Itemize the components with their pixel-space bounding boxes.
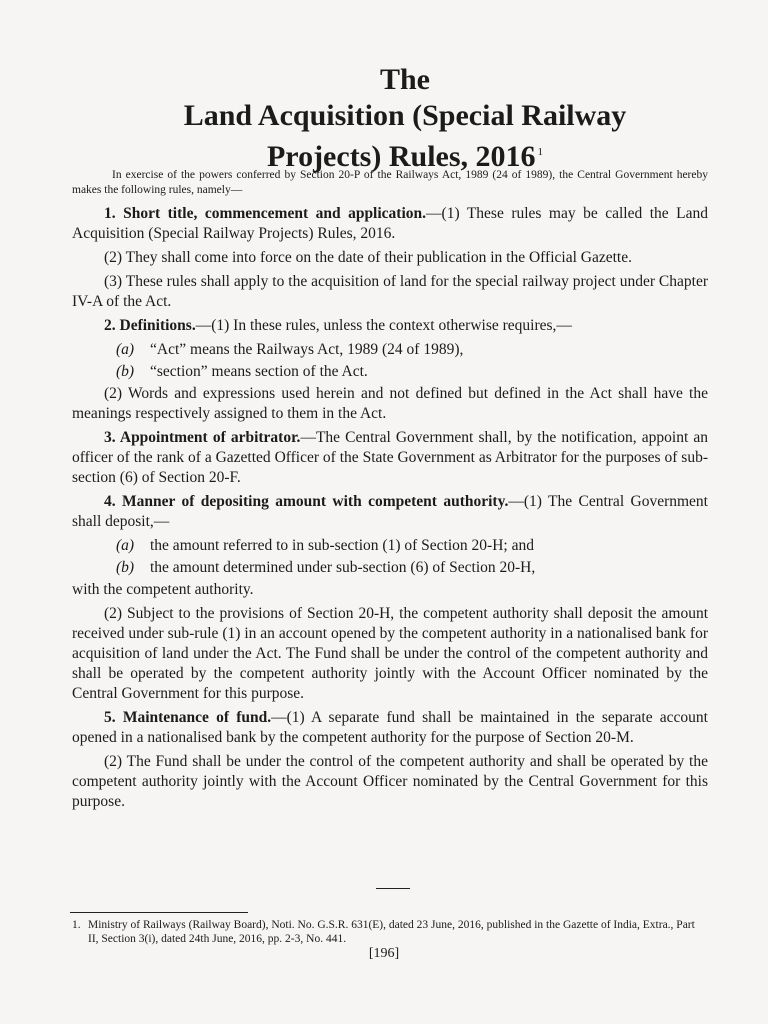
rule-4-heading: 4. Manner of depositing amount with competent authority.	[104, 493, 509, 510]
clause-text: the amount determined under sub-section (6) of Section 20-H,	[150, 559, 536, 576]
rule-1-text: —(1) These rules may be called the Land Acquisition (Special Railway Projects) Rules, 2016.	[72, 205, 708, 242]
rule-2-heading: 2. Definitions.	[104, 317, 196, 334]
rule-4-paragraph-1	[72, 492, 708, 532]
rule-4-clause-a	[72, 536, 708, 556]
section-end-divider	[376, 888, 410, 889]
clause-label: (a)	[116, 341, 135, 358]
rule-3-heading: 3. Appointment of arbitrator.	[104, 429, 301, 446]
rule-2-paragraph-1	[72, 316, 708, 336]
rule-4-paragraph-2: (2) Subject to the provisions of Section 20-H, the competent authority shall deposit the amount received under sub-rule (1) in an account opened by the competent authority in a nationalised bank for acquisition of land under the Act. The Fund shall be under the control of the competent authority and shall be operated by the competent authority jointly with the Account Officer nominated by the Central Government for this purpose.	[72, 605, 708, 702]
title-line-1: The	[379, 63, 430, 96]
rule-1-paragraph-3: (3) These rules shall apply to the acquisition of land for the special railway project under Chapter IV-A of the Act.	[72, 273, 708, 310]
title-line-3-text: Projects) Rules, 2016	[266, 140, 536, 173]
rule-1-paragraph-1	[72, 204, 708, 244]
rule-3-text: —The Central Government shall, by the notification, appoint an officer of the rank of a Gazetted Officer of the State Government as Arbitrator for the purposes of sub-section (6) of Section 20-F.	[72, 429, 708, 486]
document-body	[72, 168, 708, 816]
clause-label: (b)	[116, 363, 135, 380]
rule-5-paragraph-1	[72, 708, 708, 748]
document-title	[60, 62, 750, 175]
title-line-2: Land Acquisition (Special Railway	[183, 99, 627, 132]
clause-label: (b)	[116, 559, 135, 576]
rule-5-text: —(1) A separate fund shall be maintained in the separate account opened in a nationalised bank by the competent authority for the purpose of Section 20-M.	[72, 709, 708, 746]
rule-2-clause-a	[72, 340, 708, 360]
title-footnote-marker: 1	[537, 146, 544, 158]
rule-4-tail: with the competent authority.	[72, 581, 254, 598]
footnote	[72, 918, 708, 946]
rule-2-text: —(1) In these rules, unless the context otherwise requires,—	[195, 317, 572, 334]
rule-2-paragraph-2: (2) Words and expressions used herein and not defined but defined in the Act shall have the meanings respectively assigned to them in the Act.	[72, 385, 708, 422]
footnote-text: Ministry of Railways (Railway Board), Noti. No. G.S.R. 631(E), dated 23 June, 2016, published in the Gazette of India, Extra., Part II, Section 3(i), dated 24th June, 2016, pp. 2-3, No. 441.	[88, 919, 695, 945]
clause-label: (a)	[116, 537, 135, 554]
footnote-number: 1.	[72, 919, 81, 931]
rule-1-heading: 1. Short title, commencement and application.	[104, 205, 427, 222]
clause-text: the amount referred to in sub-section (1) of Section 20-H; and	[150, 537, 534, 554]
page-number: [196]	[368, 946, 400, 961]
rule-1-paragraph-2: (2) They shall come into force on the date of their publication in the Official Gazette.	[104, 249, 632, 266]
clause-text: “Act” means the Railways Act, 1989 (24 of 1989),	[150, 341, 464, 358]
preamble: In exercise of the powers conferred by Section 20-P of the Railways Act, 1989 (24 of 1989), the Central Government hereby makes the following rules, namely—	[72, 169, 708, 196]
footnote-divider	[70, 912, 248, 913]
rule-4-clause-b	[72, 558, 708, 578]
rule-3-paragraph	[72, 428, 708, 488]
rule-5-heading: 5. Maintenance of fund.	[104, 709, 272, 726]
rule-4-text: —(1) The Central Government shall deposit,—	[72, 493, 708, 530]
rule-2-clause-b	[72, 362, 708, 382]
clause-text: “section” means section of the Act.	[150, 363, 368, 380]
rule-5-paragraph-2: (2) The Fund shall be under the control of the competent authority and shall be operated by the competent authority jointly with the Account Officer nominated by the Central Government for this purpose.	[72, 753, 708, 810]
